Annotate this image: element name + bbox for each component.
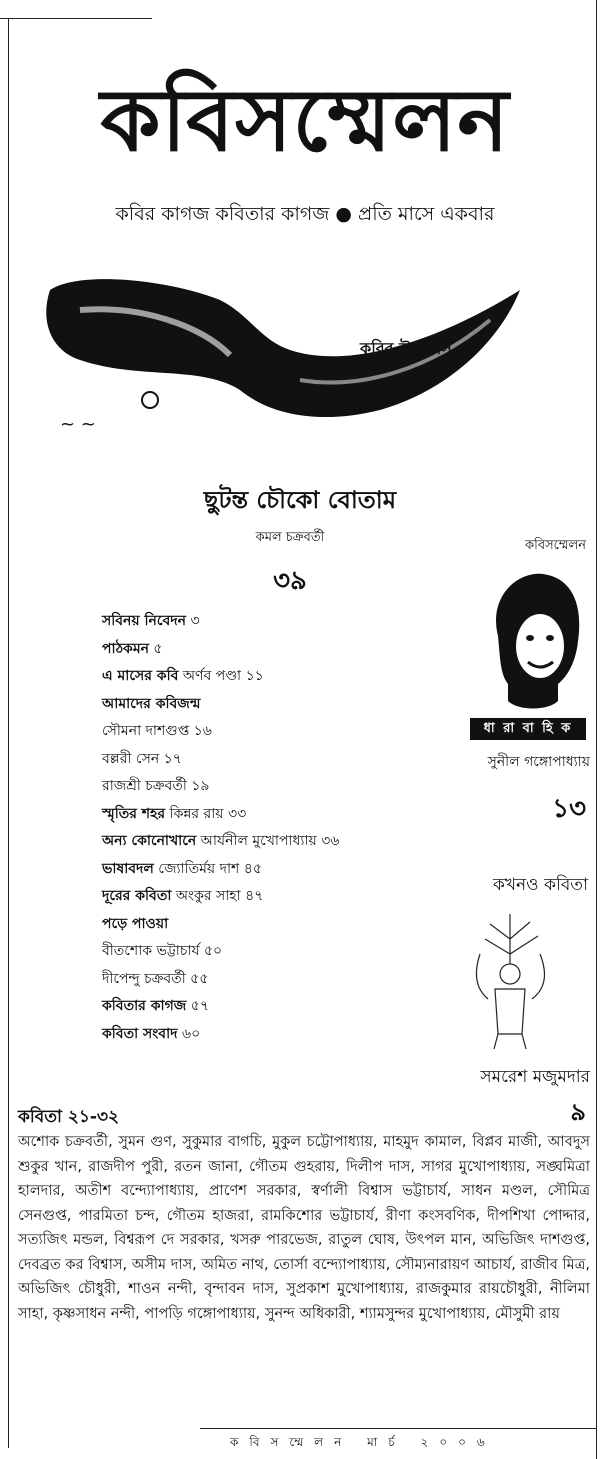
toc-item: পাঠকমন ৫ bbox=[102, 640, 163, 657]
tagline: কবির কাগজ কবিতার কাগজ ● প্রতি মাসে একবার bbox=[115, 203, 495, 225]
toc-item: আমাদের কবিজন্ম bbox=[102, 695, 201, 712]
toc-item: সবিনয় নিবেদন ৩ bbox=[102, 613, 200, 629]
top-rule bbox=[0, 18, 152, 19]
serial-page-number: ১৩ bbox=[552, 794, 586, 824]
masthead: কবিসম্মেলন bbox=[100, 71, 510, 171]
brush-stroke-illustration bbox=[20, 270, 540, 450]
column-author: সমরেশ মজুমদার bbox=[480, 1067, 590, 1087]
figure-sketch bbox=[460, 904, 560, 1054]
toc-item: দীপেন্দু চক্রবর্তী ৫৫ bbox=[102, 970, 209, 987]
toc-item: ভাষাবদল জ্যোতির্ময় দাশ ৪৫ bbox=[102, 860, 262, 877]
toc-item: স্মৃতির শহর কিন্নর রায় ৩৩ bbox=[102, 805, 247, 822]
novel-page-number: ৩৯ bbox=[273, 566, 307, 596]
poems-heading: কবিতা ২১-৩২ bbox=[18, 1107, 120, 1127]
toc-item: বল্লরী সেন ১৭ bbox=[102, 750, 182, 767]
novel-title: ছুটন্ত চৌকো বোতাম bbox=[203, 486, 397, 514]
toc-item: এ মাসের কবি অর্ণব পণ্ডা ১১ bbox=[102, 668, 264, 684]
toc-item: বীতশোক ভট্টাচার্য ৫০ bbox=[102, 943, 223, 959]
serial-masthead: কবিসম্মেলন bbox=[525, 538, 586, 553]
table-of-contents bbox=[102, 608, 432, 1048]
novel-author: কমল চক্রবর্তী bbox=[255, 530, 325, 545]
toc-item: সৌমনা দাশগুপ্ত ১৬ bbox=[102, 723, 212, 739]
toc-item: রাজশ্রী চক্রবর্তী ১৯ bbox=[102, 778, 210, 794]
toc-item: কবিতা সংবাদ ৬০ bbox=[102, 1025, 201, 1042]
serial-label: ধা রা বা হি ক bbox=[470, 718, 586, 740]
footer-rule bbox=[200, 1428, 596, 1429]
left-rule bbox=[8, 18, 9, 1448]
serial-author: সুনীল গঙ্গোপাধ্যায় bbox=[487, 754, 590, 770]
author-portrait bbox=[478, 566, 588, 716]
toc-item: কবিতার কাগজ ৫৭ bbox=[102, 998, 209, 1014]
toc-item: অন্য কোনোখানে আর্যনীল মুখোপাধ্যায় ৩৬ bbox=[102, 833, 340, 849]
toc-item: দূরের কবিতা অংকুর সাহা ৪৭ bbox=[102, 888, 264, 904]
toc-item: পড়ে পাওয়া bbox=[102, 915, 169, 932]
right-rule bbox=[596, 0, 597, 1459]
novel-label: কবির উপন্যাস bbox=[360, 339, 452, 358]
footer-text: কবিসম্মেলন মার্চ ২০০৬ bbox=[230, 1435, 496, 1449]
poets-list: অশোক চক্রবর্তী, সুমন গুণ, সুকুমার বাগচি, মুকুল চট্টোপাধ্যায়, মাহমুদ কামাল, বিপ্লব মাজী, আবদুস শুকুর খান, রাজদীপ পুরী, রতন জানা, গৌতম গুহরায়, দিলীপ দাস, সাগর মুখোপাধ্যায়, সঙ্ঘমিত্রা হালদার, অতীশ বন্দ্যোপাধ্যায়, প্রাণেশ সরকার, স্বর্ণালী বিশ্বাস ভট্টাচার্য, সাধন মণ্ডল, সৌমিত্র সেনগুপ্ত, পারমিতা চন্দ, গৌতম হাজরা, রামকিশোর ভট্টাচার্য, রীণা কংসবণিক, দীপশিখা পোদ্দার, সত্যজিৎ মন্ডল, বিশ্বরূপ দে সরকার, খসরু পারভেজ, রাতুল ঘোষ, উৎপল মান, অভিজিৎ দাশগুপ্ত, দেবব্রত কর বিশ্বাস, অসীম দাস, অমিত নাথ, তোর্সা বন্দ্যোপাধ্যায়, সৌম্যনারায়ণ আচার্য, রাজীব মিত্র, অভিজিৎ চৌধুরী, শাওন নন্দী, বৃন্দাবন দাস, সুপ্রকাশ মুখোপাধ্যায়, রাজকুমার রায়চৌধুরী, নীলিমা সাহা, কৃষ্ণসাধন নন্দী, পাপড়ি গঙ্গোপাধ্যায়, সুনন্দ অধিকারী, শ্যামসুন্দর মুখোপাধ্যায়, মৌসুমী রায় bbox=[18, 1134, 590, 1322]
column-page-number: ৯ bbox=[570, 1098, 586, 1126]
svg-text:~ ~: ~ ~ bbox=[60, 414, 96, 435]
column-title: কখনও কবিতা bbox=[492, 875, 588, 895]
